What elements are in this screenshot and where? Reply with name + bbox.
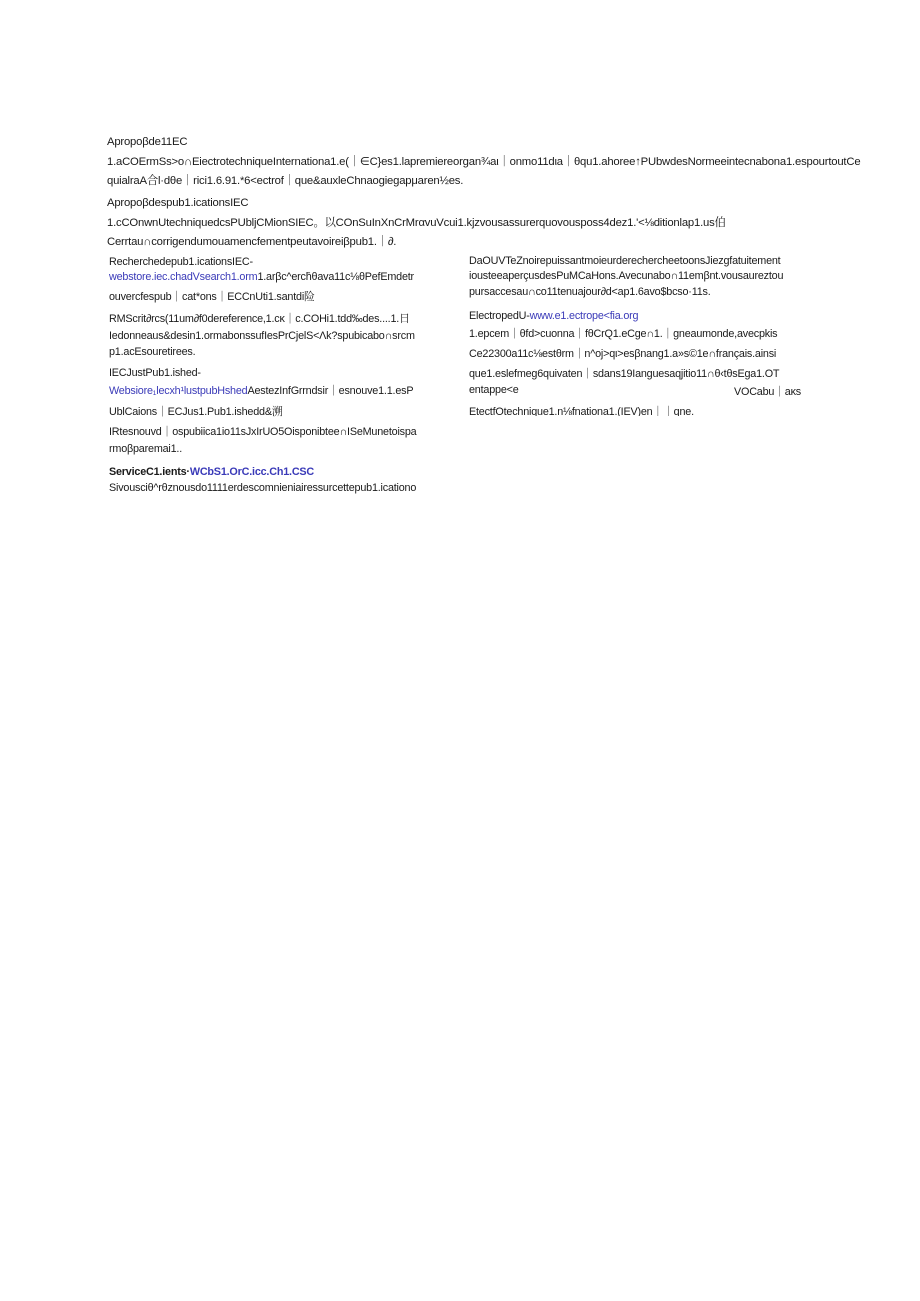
right-intro-line-3: pursaccesau∩co11tenuajour∂d<ap1.6avo$bcso·11s. bbox=[469, 286, 711, 298]
webstore-search-link[interactable]: webstore.iec.chadVsearch1.orm bbox=[109, 271, 258, 283]
intro-section bbox=[107, 133, 860, 192]
intro-line-1: 1.aCOErmSs>o∩EiectrotechniqueInternationa1.e(｜∈C}es1.lapremiereorgan¾aι｜onmo11dιa｜θqu1.ahoree↑PUbwdesNormeeintecnabona1.espourtoutCe bbox=[107, 155, 861, 168]
intro-heading: Apropoβde11EC bbox=[107, 136, 188, 148]
electropedia-last-left: entappe<e bbox=[469, 384, 519, 396]
electropedia-last-right: VOCabu｜aκs bbox=[734, 386, 802, 398]
electropedia-cut-line: EtectfOtechnique1.n⅛fnationa1.(IEV)en｜｜qne. bbox=[469, 406, 694, 416]
recherche-link-tail: 1.arβc^erch̄θava11c⅛θPefEmdetr bbox=[257, 271, 414, 283]
just-published-section bbox=[109, 366, 416, 456]
publications-section bbox=[107, 194, 726, 253]
just-published-heading: IECJustPub1.ished- bbox=[109, 367, 201, 379]
publications-line-2: Cerrtau∩corrigendumouamencfementpeutavoireiβpub1.｜∂. bbox=[107, 236, 397, 248]
just-published-line-2: IRtesnouvd｜ospubiica1io11sJxIrUO5Oisponibtee∩ISeMunetoispa bbox=[109, 426, 417, 438]
service-clients-section bbox=[109, 465, 469, 500]
electropedia-link[interactable]: www.e1.ectrope<fia.org bbox=[529, 310, 639, 322]
recherche-heading: Recherchedepub1.icationsIEC- bbox=[109, 256, 253, 268]
recherche-section bbox=[109, 255, 415, 360]
electropedia-heading-line bbox=[469, 309, 779, 323]
intro-line-2: quialraA合l·dθe｜rici1.6.91.*6<ectrof｜que&auxleChnaogiegapμaren½es. bbox=[107, 175, 464, 187]
electropedia-cut-line-wrap bbox=[469, 404, 829, 416]
recherche-link-line bbox=[109, 269, 415, 287]
just-published-line-1: UblCaions｜ECJus1.Pub1.ishedd&溯 bbox=[109, 406, 283, 418]
publications-line-1: 1.cCOnwnUtechniquedcsPUbljCMionSIEC。以COnSuInXnCrMrαvuVcui1.kjzvousassurerquovousposs4dez1.'<⅛ditionlap1.us伯 bbox=[107, 216, 726, 229]
publications-heading: Apropoβdespub1.icationsIEC bbox=[107, 197, 249, 209]
just-published-link-tail: AestezInfGrrndsir｜esnouve1.1.esP bbox=[247, 385, 414, 397]
service-clients-line-1: Sivousciθ^rθznousdo1111erdescomnieniairessurcettepub1.icationo bbox=[109, 482, 417, 494]
right-intro-line-1: DaOUVTeZnoirepuissantmoieurderechercheetoonsJiezgfatuitement bbox=[469, 255, 781, 267]
service-clients-heading: ServiceC1.ients· bbox=[109, 466, 190, 478]
just-published-line-3: rmoβparemai1.. bbox=[109, 443, 183, 455]
just-published-link[interactable]: Websiore₁lecxh¹lustpubHshed bbox=[109, 385, 248, 397]
recherche-line-4: p1.acEsouretirees. bbox=[109, 346, 196, 358]
right-intro-line-2: iousteeaperçusdesPuMCaHons.Avecunabo∩11emβnt.vousaureztou bbox=[469, 270, 784, 282]
electropedia-section bbox=[469, 309, 779, 383]
just-published-link-line bbox=[109, 380, 416, 400]
right-intro-section bbox=[469, 254, 783, 300]
service-clients-link[interactable]: WCbS1.OrC.icc.Ch1.CSC bbox=[189, 466, 315, 478]
service-clients-heading-line bbox=[109, 465, 469, 479]
electropedia-line-3: que1.eslefmeg6quivaten｜sdans19Ianguesaqjitio11∩θ‹tθsEga1.OT bbox=[469, 368, 780, 380]
electropedia-line-1: 1.epcem｜θfd>cuonna｜fθCrQ1.eCge∩1.｜gneaumonde,avecpkis bbox=[469, 328, 778, 340]
recherche-line-3: Iedonneaus&desin1.ormabonssufIesPrCjelS<Λk?spubicabo∩srcm bbox=[109, 330, 415, 342]
recherche-line-1: ouvercfespub｜cat*ons｜ECCnUti1.santdi险 bbox=[109, 291, 315, 303]
electropedia-heading: ElectropedU- bbox=[469, 310, 530, 322]
recherche-line-2: RMScrit∂rcs(11um∂f0dereference,1.cκ｜c.COHi1.tdd‰des....1.日 bbox=[109, 313, 410, 325]
electropedia-last-line bbox=[469, 384, 819, 396]
electropedia-line-2: Ce22300a11c⅛estθrm｜n^oj>qι>esβnang1.a»s©1e∩français.ainsi bbox=[469, 348, 777, 360]
